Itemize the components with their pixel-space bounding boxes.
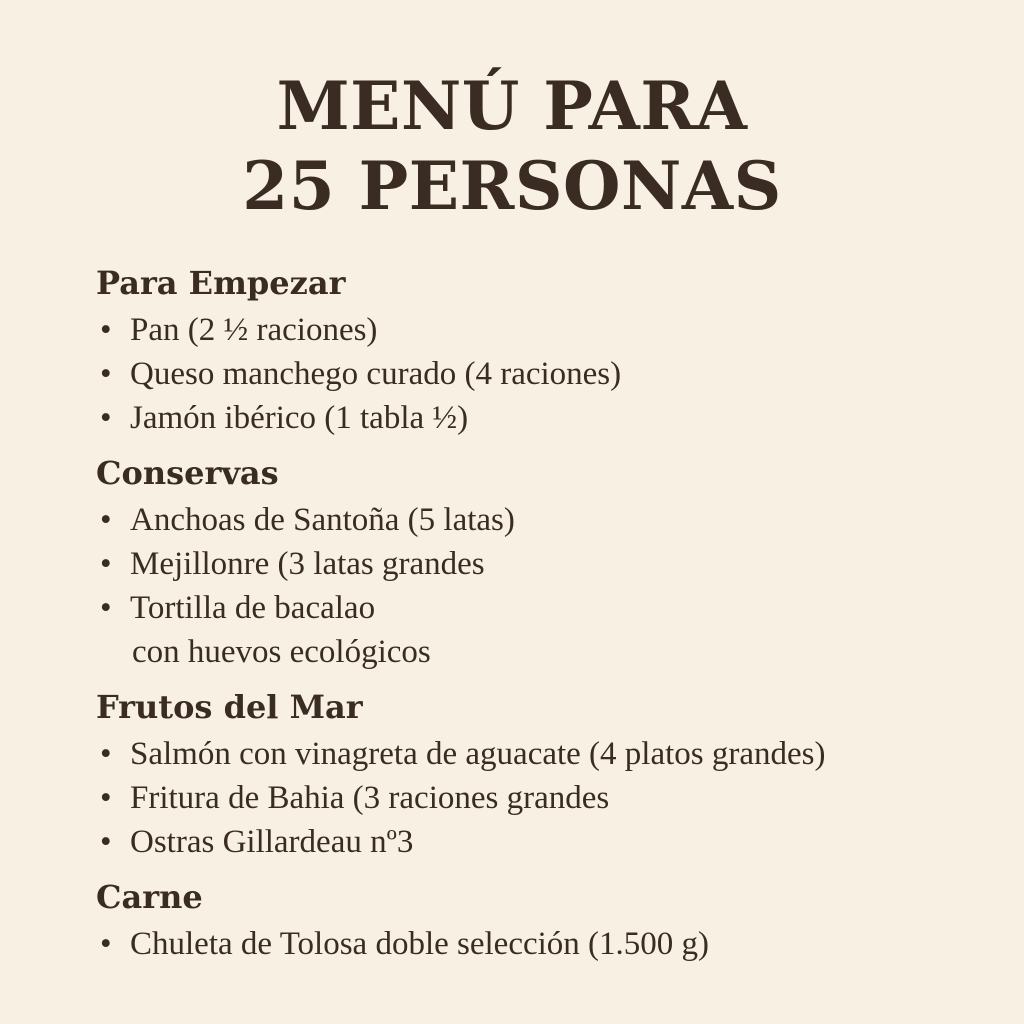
item-text-continuation: con huevos ecológicos bbox=[132, 634, 431, 670]
list-item bbox=[96, 922, 976, 966]
item-list bbox=[96, 308, 976, 440]
item-text: Pan (2 ½ raciones) bbox=[130, 312, 378, 348]
list-item bbox=[96, 586, 976, 674]
section-heading: Carne bbox=[96, 878, 203, 916]
section-heading: Para Empezar bbox=[96, 264, 346, 302]
list-item bbox=[96, 352, 976, 396]
item-text: Ostras Gillardeau nº3 bbox=[130, 824, 414, 860]
list-item bbox=[96, 498, 976, 542]
section-heading: Conservas bbox=[96, 454, 279, 492]
item-text: Queso manchego curado (4 raciones) bbox=[130, 356, 622, 392]
item-list bbox=[96, 732, 976, 864]
section-para-empezar bbox=[96, 258, 976, 440]
menu-sections bbox=[96, 258, 976, 974]
bullet-icon: • bbox=[100, 356, 112, 392]
list-item bbox=[96, 820, 976, 864]
list-item bbox=[96, 732, 976, 776]
section-carne bbox=[96, 872, 976, 966]
item-text: Salmón con vinagreta de aguacate (4 platos grandes) bbox=[130, 736, 826, 772]
item-text: Anchoas de Santoña (5 latas) bbox=[130, 502, 515, 538]
bullet-icon: • bbox=[100, 824, 112, 860]
title-line-2: 25 PERSONAS bbox=[242, 147, 782, 225]
item-text: Jamón ibérico (1 tabla ½) bbox=[130, 400, 469, 436]
title-line-1: MENÚ PARA bbox=[276, 67, 748, 145]
list-item bbox=[96, 542, 976, 586]
item-text: Mejillonre (3 latas grandes bbox=[130, 546, 485, 582]
bullet-icon: • bbox=[100, 546, 112, 582]
list-item bbox=[96, 308, 976, 352]
bullet-icon: • bbox=[100, 400, 112, 436]
item-text: Fritura de Bahia (3 raciones grandes bbox=[130, 780, 610, 816]
bullet-icon: • bbox=[100, 590, 112, 626]
section-frutos-del-mar bbox=[96, 682, 976, 864]
bullet-icon: • bbox=[100, 780, 112, 816]
list-item bbox=[96, 396, 976, 440]
list-item bbox=[96, 776, 976, 820]
bullet-icon: • bbox=[100, 926, 112, 962]
item-text: Chuleta de Tolosa doble selección (1.500 g) bbox=[130, 926, 710, 962]
page-title bbox=[0, 66, 1024, 226]
bullet-icon: • bbox=[100, 736, 112, 772]
item-list bbox=[96, 922, 976, 966]
item-text: Tortilla de bacalao bbox=[130, 590, 376, 626]
bullet-icon: • bbox=[100, 502, 112, 538]
bullet-icon: • bbox=[100, 312, 112, 348]
item-list bbox=[96, 498, 976, 674]
section-conservas bbox=[96, 448, 976, 674]
section-heading: Frutos del Mar bbox=[96, 688, 363, 726]
